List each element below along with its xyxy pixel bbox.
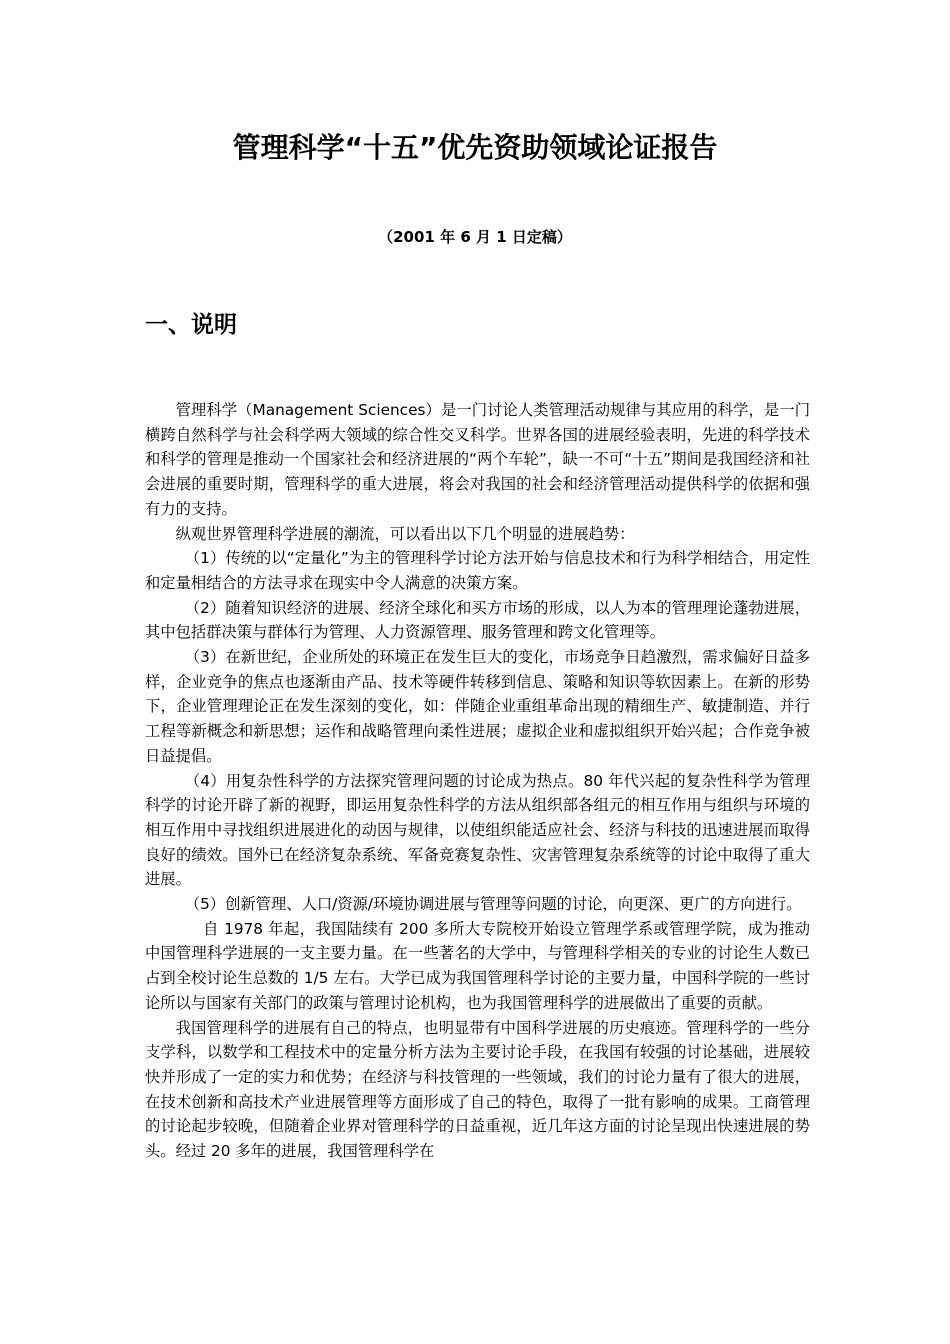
body-text: [145, 398, 810, 1164]
paragraph-trend-1: （1）传统的以“定量化”为主的管理科学讨论方法开始与信息技术和行为科学相结合，用定性和定量相结合的方法寻求在现实中令人满意的决策方案。: [145, 549, 810, 592]
paragraph-trend-2: （2）随着知识经济的进展、经济全球化和买方市场的形成，以人为本的管理理论蓬勃进展，其中包括群决策与群体行为管理、人力资源管理、服务管理和跨文化管理等。: [145, 598, 810, 642]
section-heading: 一、说明: [145, 312, 237, 338]
paragraph-trends-lead: 纵观世界管理科学进展的潮流，可以看出以下几个明显的进展趋势：: [175, 524, 635, 543]
paragraph-intro: 管理科学（Management Sciences）是一门讨论人类管理活动规律与其应用的科学，是一门横跨自然科学与社会科学两大领域的综合性交叉科学。世界各国的进展经验表明，先进的科学技术和科学的管理是推动一个国家社会和经济进展的“两个车轮”，缺一不可“十五”期间是我国经济和社会进展的重要时期，管理科学的重大进展，将会对我国的社会和经济管理活动提供科学的依据和强有力的支持。: [145, 401, 810, 518]
paragraph-characteristics: 我国管理科学的进展有自己的特点，也明显带有中国科学进展的历史痕迹。管理科学的一些分支学科，以数学和工程技术中的定量分析方法为主要讨论手段，在我国有较强的讨论基础，进展较快并形成了一定的实力和优势；在经济与科技管理的一些领域，我们的讨论力量有了很大的进展，在技术创新和高技术产业进展管理等方面形成了自己的特色，取得了一批有影响的成果。工商管理的讨论起步较晚，但随着企业界对管理科学的日益重视，近几年这方面的讨论呈现出快速进展的势头。经过 20 多年的进展，我国管理科学在: [145, 1018, 810, 1161]
paragraph-trend-3: （3）在新世纪，企业所处的环境正在发生巨大的变化，市场竞争日趋激烈，需求偏好日益多样，企业竞争的焦点也逐渐由产品、技术等硬件转移到信息、策略和知识等软因素上。在新的形势下，企业管理理论正在发生深刻的变化，如：伴随企业重组革命出现的精细生产、敏捷制造、并行工程等新概念和新思想；运作和战略管理向柔性进展；虚拟企业和虚拟组织开始兴起；合作竞争被日益提倡。: [145, 648, 810, 765]
date-note: （2001 年 6 月 1 日定稿）: [378, 228, 572, 246]
paragraph-trend-5: （5）创新管理、人口/资源/环境协调进展与管理等问题的讨论，向更深、更广的方向进行。: [184, 895, 802, 914]
paragraph-since-1978: 自 1978 年起，我国陆续有 200 多所大专院校开始设立管理学系或管理学院，成为推动中国管理科学进展的一支主要力量。在一些著名的大学中，与管理科学相关的专业的讨论生人数已占到全校讨论生总数的 1/5 左右。大学已成为我国管理科学讨论的主要力量，中国科学院的一些讨论所以与国家有关部门的政策与管理讨论机构，也为我国管理科学的进展做出了重要的贡献。: [145, 919, 810, 1012]
document-title: 管理科学“十五”优先资助领域论证报告: [232, 131, 718, 164]
paragraph-trend-4: （4）用复杂性科学的方法探究管理问题的讨论成为热点。80 年代兴起的复杂性科学为管理科学的讨论开辟了新的视野，即运用复杂性科学的方法从组织部各组元的相互作用与组织与环境的相互作用中寻找组织进展进化的动因与规律，以使组织能适应社会、经济与科技的迅速进展而取得良好的绩效。国外已在经济复杂系统、军备竞赛复杂性、灾害管理复杂系统等的讨论中取得了重大进展。: [145, 771, 810, 889]
